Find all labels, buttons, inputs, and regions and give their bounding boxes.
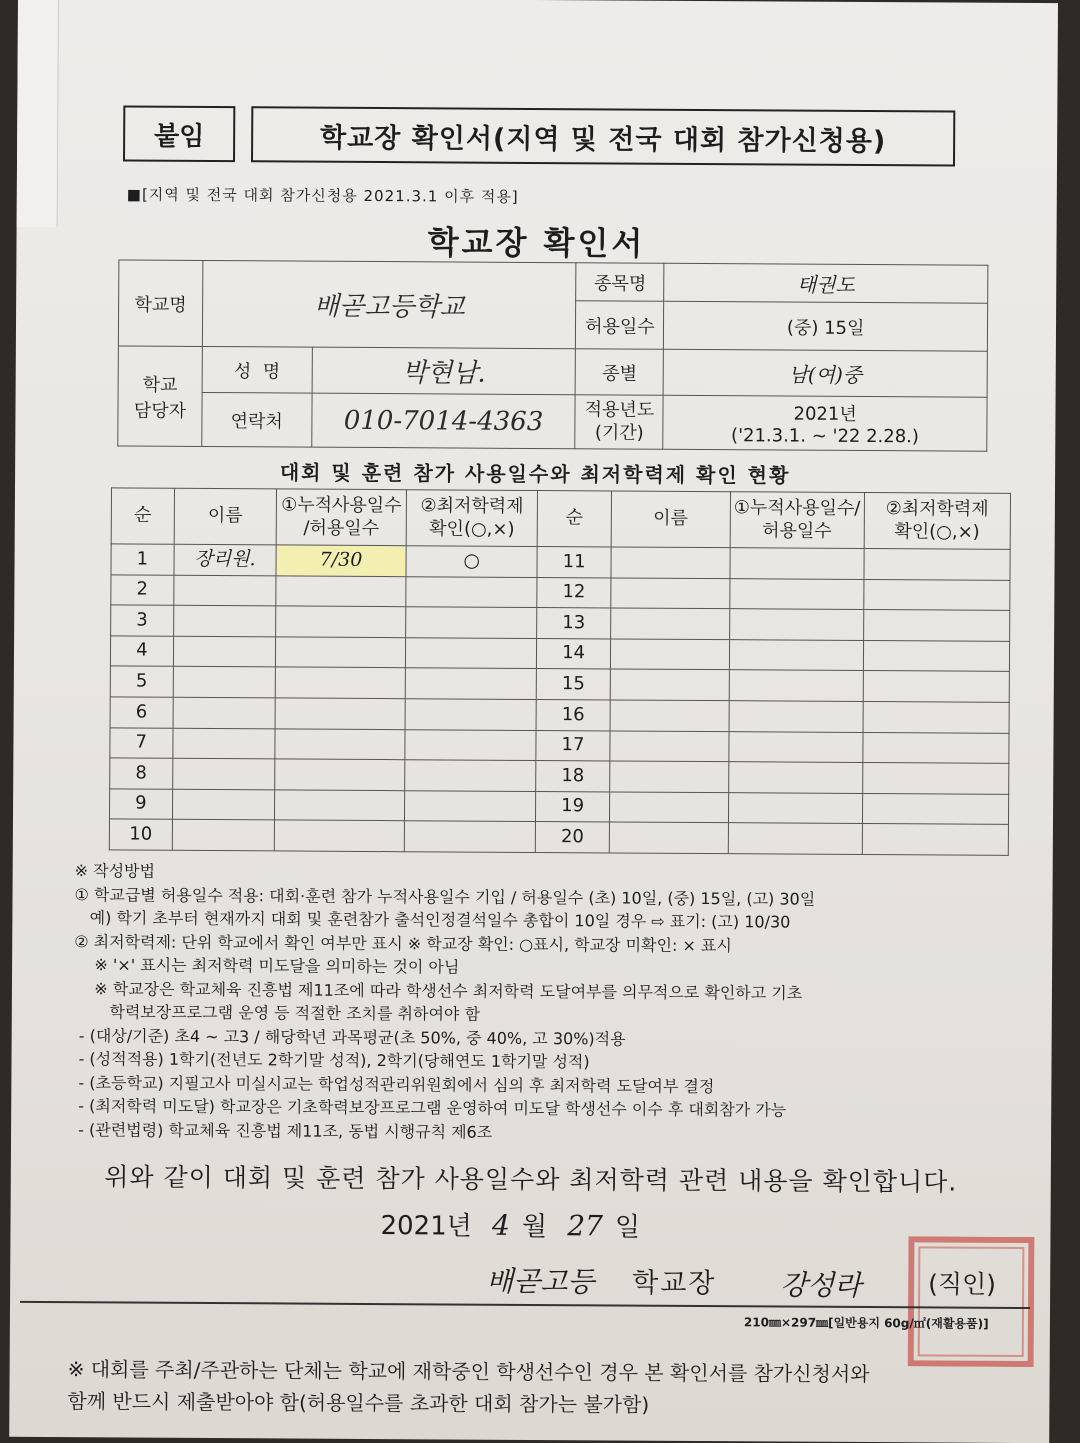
- confirmation-statement: 위와 같이 대회 및 훈련 참가 사용일수와 최저학력 관련 내용을 확인합니다.: [104, 1162, 958, 1197]
- instruction-line: ② 최저학력제: 단위 학교에서 확인 여부만 표시 ※ 학교장 확인: ○표시, 학교장 미확인: × 표시: [74, 931, 732, 955]
- instruction-line: - (최저학력 미도달) 학교장은 기초학력보장프로그램 운영하여 미도달 학생선수 이수 후 대회참가 가능: [73, 1096, 787, 1120]
- name-label: 성 명: [202, 346, 312, 393]
- year-label: 적용년도 (기간): [575, 395, 663, 450]
- row-check-right: [863, 579, 1010, 610]
- row-check-left: [404, 790, 536, 821]
- row-name-right: [610, 608, 729, 639]
- row-days-left: [275, 698, 405, 729]
- row-days-left: 7/30: [276, 545, 406, 576]
- row-days-right: [729, 670, 863, 701]
- school-info-table: [117, 259, 988, 451]
- row-no-left: 1: [111, 544, 174, 575]
- row-no-right: 19: [536, 791, 609, 822]
- row-check-left: [404, 821, 536, 852]
- col-check-right: ②최저학력제 확인(○,×): [864, 493, 1011, 550]
- row-days-left: [275, 728, 405, 759]
- staff-name-value: 박현남.: [312, 347, 576, 395]
- contact-label: 연락처: [202, 392, 312, 447]
- row-check-left: [405, 699, 537, 730]
- underlying-paper: [17, 0, 59, 227]
- row-days-left: [276, 606, 406, 637]
- row-name-left: [173, 605, 276, 636]
- row-check-right: [862, 824, 1009, 855]
- col-no-right: 순: [538, 491, 612, 547]
- row-days-right: [730, 578, 864, 609]
- confirmation-date: [380, 1205, 640, 1244]
- row-no-left: 6: [110, 697, 173, 728]
- row-name-left: 장리원.: [174, 544, 277, 575]
- instruction-line: - (초등학교) 지필고사 미실시교는 학업성적관리위원회에서 심의 후 최저학력 도달여부 결정: [73, 1072, 715, 1096]
- row-days-right: [730, 548, 864, 579]
- document-title: 학교장 확인서: [427, 223, 646, 263]
- row-no-right: 15: [537, 669, 610, 700]
- col-name-left: 이름: [174, 488, 277, 545]
- row-no-left: 2: [111, 574, 174, 605]
- row-check-left: [404, 760, 536, 791]
- row-check-left: [405, 637, 537, 668]
- row-check-right: [862, 763, 1009, 794]
- row-check-right: [863, 640, 1010, 671]
- staff-label: 학교 담당자: [118, 346, 202, 447]
- row-name-right: [610, 700, 729, 731]
- col-check-left: ②최저학력제 확인(○,×): [406, 490, 538, 547]
- sport-label: 종목명: [576, 263, 664, 302]
- sport-value: 태권도: [664, 263, 988, 303]
- row-no-right: 20: [536, 822, 609, 853]
- row-check-left: [405, 668, 537, 699]
- row-no-left: 9: [109, 789, 172, 820]
- row-check-left: [405, 729, 537, 760]
- row-name-left: [173, 728, 276, 759]
- row-check-right: [863, 701, 1010, 732]
- allowed-days-label: 허용일수: [576, 301, 664, 350]
- row-name-right: [609, 822, 728, 853]
- row-check-right: [862, 793, 1009, 824]
- gender-value: 남(여)중: [663, 349, 987, 397]
- instruction-line: ※ '×' 표시는 최저학력 미도달을 의미하는 것이 아님: [74, 955, 460, 977]
- row-name-right: [609, 731, 728, 762]
- date-day: 27: [567, 1209, 604, 1243]
- period-value: ('21.3.1. ~ '22 2.28.): [731, 425, 920, 448]
- col-days-left: ①누적사용일수 /허용일수: [276, 489, 406, 546]
- row-name-left: [172, 789, 275, 820]
- row-days-left: [276, 637, 406, 668]
- row-days-left: [275, 759, 405, 790]
- row-days-left: [275, 667, 405, 698]
- row-name-left: [173, 697, 276, 728]
- usage-section-title: 대회 및 훈련 참가 사용일수와 최저학력제 확인 현황: [279, 460, 791, 488]
- date-month-unit: 월: [521, 1211, 548, 1243]
- row-check-left: ○: [406, 546, 538, 577]
- usage-table: [109, 487, 1011, 855]
- row-name-left: [172, 758, 275, 789]
- row-no-right: 11: [537, 547, 610, 578]
- year-value: 2021년: [793, 403, 857, 425]
- instruction-line: - (관련법령) 학교체육 진흥법 제11조, 동법 시행규칙 제6조: [73, 1119, 493, 1142]
- row-no-left: 8: [110, 758, 173, 789]
- row-name-right: [611, 547, 730, 578]
- row-check-right: [862, 732, 1009, 763]
- row-no-left: 3: [111, 605, 174, 636]
- writing-instructions: [73, 859, 1035, 1147]
- row-days-right: [729, 701, 863, 732]
- row-check-left: [405, 607, 537, 638]
- date-month: 4: [491, 1208, 511, 1242]
- row-check-right: [863, 671, 1010, 702]
- col-name-right: 이름: [611, 491, 730, 548]
- footer-note: ※ 대회를 주최/주관하는 단체는 학교에 재학중인 학생선수인 경우 본 확인서를 참가신청서와 함께 반드시 제출받아야 함(허용일수를 초과한 대회 참가는 불가함): [67, 1357, 870, 1417]
- principal-label: 학교장: [632, 1267, 717, 1300]
- row-no-right: 13: [537, 608, 610, 639]
- row-name-left: [172, 820, 275, 851]
- row-days-right: [729, 731, 863, 762]
- row-days-right: [728, 823, 862, 854]
- row-name-right: [609, 792, 728, 823]
- row-no-left: 7: [110, 727, 173, 758]
- row-name-right: [610, 639, 729, 670]
- official-seal: [908, 1236, 1035, 1367]
- table-row: [109, 819, 1008, 855]
- row-name-left: [174, 575, 277, 606]
- row-days-right: [729, 609, 863, 640]
- instruction-line: 학력보장프로그램 운영 등 적절한 조치를 취하여야 함: [73, 1002, 481, 1024]
- instruction-line: 예) 학기 초부터 현재까지 대회 및 훈련참가 출석인정결석일수 총합이 10일 경우 ⇨ 표기: (고) 10/30: [74, 908, 791, 932]
- date-year: 2021년: [380, 1211, 472, 1242]
- row-check-left: [406, 576, 538, 607]
- row-name-right: [610, 669, 729, 700]
- row-days-left: [274, 820, 404, 851]
- row-name-left: [173, 667, 276, 698]
- row-name-left: [173, 636, 276, 667]
- row-check-right: [864, 549, 1011, 580]
- instruction-line: - (대상/기준) 초4 ~ 고3 / 해당학년 과목평균(초 50%, 중 40%, 고 30%)적용: [73, 1025, 626, 1049]
- row-days-left: [275, 790, 405, 821]
- document-sheet: [9, 0, 1058, 1443]
- seal-label: (직인): [928, 1269, 997, 1299]
- row-name-right: [610, 578, 729, 609]
- row-no-left: 5: [110, 666, 173, 697]
- gender-label: 종별: [576, 349, 664, 396]
- row-days-left: [276, 576, 406, 607]
- row-no-right: 16: [537, 699, 610, 730]
- row-days-right: [729, 639, 863, 670]
- col-days-right: ①누적사용일수/ 허용일수: [730, 492, 864, 549]
- row-no-right: 18: [536, 761, 609, 792]
- row-no-left: 4: [110, 636, 173, 667]
- school-signature: 배곧고등: [486, 1264, 595, 1299]
- row-days-right: [728, 792, 862, 823]
- row-no-right: 12: [537, 577, 610, 608]
- row-days-right: [728, 762, 862, 793]
- principal-signature: 강성라: [780, 1268, 862, 1302]
- school-name-label: 학교명: [118, 260, 202, 347]
- row-no-left: 10: [109, 819, 172, 850]
- col-no-left: 순: [111, 488, 174, 544]
- row-name-right: [609, 761, 728, 792]
- instruction-line: ① 학교급별 허용일수 적용: 대회·훈련 참가 누적사용일수 기입 / 허용일수 (초) 10일, (중) 15일, (고) 30일: [74, 884, 816, 909]
- school-name-value: 배곧고등학교: [202, 260, 576, 348]
- form-title: 학교장 확인서(지역 및 전국 대회 참가신청용): [251, 106, 955, 166]
- row-no-right: 17: [536, 730, 609, 761]
- year-cell: [663, 395, 987, 451]
- apply-note: ■[지역 및 전국 대회 참가신청용 2021.3.1 이후 적용]: [126, 185, 519, 206]
- contact-value: 010-7014-4363: [312, 393, 576, 449]
- instruction-line: ※ 학교장은 학교체육 진흥법 제11조에 따라 학생선수 최저학력 도달여부를 의무적으로 확인하고 기초: [73, 978, 803, 1003]
- row-no-right: 14: [537, 638, 610, 669]
- date-day-unit: 일: [614, 1212, 641, 1243]
- instruction-line: - (성적적용) 1학기(전년도 2학기말 성적), 2학기(당해연도 1학기말 성적): [73, 1049, 590, 1072]
- divider: [20, 1301, 1030, 1309]
- allowed-days-value: (중) 15일: [664, 301, 988, 351]
- paper-spec: 210㎜×297㎜[일반용지 60g/㎡(재활용품)]: [743, 1315, 989, 1331]
- instruction-line: ※ 작성방법: [74, 861, 156, 881]
- row-check-right: [863, 610, 1010, 641]
- usage-rows: [109, 544, 1010, 855]
- attachment-label: 붙임: [123, 105, 235, 162]
